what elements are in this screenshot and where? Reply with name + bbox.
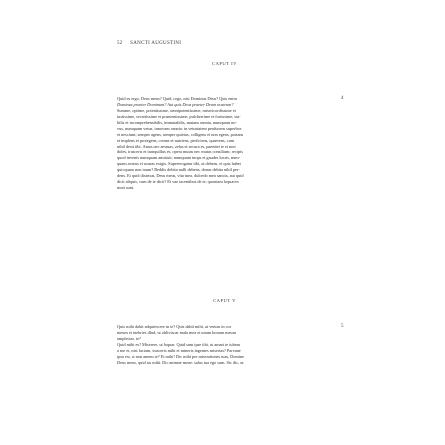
text-line: amplectar, te? <box>117 335 141 341</box>
text-line: ipsa est, si non amem te? Ei mihi! Dic mihi per miserationes tuas, Domine <box>117 353 244 359</box>
text-line: meum et inebries illud, ut obliviscar mala mea et unum bonum meum <box>117 329 236 335</box>
text-line: doles, irasceris et tranquillus es, opera mutas nec mutas consilium; recipis <box>117 149 243 155</box>
text-line: bilis et incomprehensibilis, immutabilis, mutans omnia, numquam no- <box>117 119 237 125</box>
text-line: nihil desit tibi. Amas nec aestuas, zelas et secura es, paenitet te et non <box>117 143 236 149</box>
chapter-title-iv: CAPUT IV <box>212 61 237 66</box>
text-line: Quid mihi es? Miserere, ut loquar. Quid sum ipse tibi, ut amari te iubeas <box>117 341 241 347</box>
running-head-title: SANCTI AUGUSTINI <box>130 41 182 46</box>
text-line: quam avarus et usuras exigis. Supererogatur tibi, ut debeas, et quis habet <box>117 161 241 167</box>
page-number: 52 <box>117 41 123 46</box>
text-line: dicit aliquis, cum de te dicit? Et vae tacentibus de te, quoniam loquaces <box>117 179 239 185</box>
text-line: quicquam non tuum? Reddis debita nulli debens, donas debita nihil per- <box>117 167 240 173</box>
section-number: 4 <box>341 96 344 101</box>
chapter-title-v: CAPUT V <box>213 298 236 303</box>
text-line: iustissime, secretissime et praesentissime, pulcherrime et fortissime, sta- <box>117 113 241 119</box>
text-line: Quid es ergo, Deus meus? Quid, rogo, nisi Dominus Deus? Quis enim <box>117 96 237 101</box>
text-line: a me et, nisi faciam, irasceris mihi et mineris ingentes miserias? Parvane <box>117 347 241 353</box>
text-line: muti sunt. <box>117 185 135 191</box>
text-line: Dominus praeter Dominum? Aut quis Deus praeter Deum nostrum? <box>117 101 234 107</box>
text-line: vus, numquam vetus, innovans omnia: in vetustatem perducens superbos <box>117 125 242 131</box>
text-line: Deus meus, quid sis mihi. Dic animae meae: salus tua ego sum. Sic dic, ut <box>117 359 244 365</box>
text-line: quod invenis numquam amisisti; numquam inops et gaudes lucris, num- <box>117 155 240 161</box>
chapter-v-text <box>117 324 344 366</box>
text-line: et nesciunt; semper agens, semper quietus, colligens et non egens, portans <box>117 131 244 137</box>
text-line: Summe, optime, potentissime, omnipotentissime, misericordissime et <box>117 107 236 113</box>
text-line: et implens et protegens, creans et nutriens, perficiens, quaerens, cum <box>117 137 235 143</box>
text-line: dens. Et quid diximus, Deus meus, vita mea, dulcedo mea sancta, aut quid <box>117 173 244 179</box>
text-line: Quis mihi dabit adquiescere in te? Quis dabit mihi, ut venias in cor <box>117 324 232 329</box>
section-number: 5 <box>341 324 344 329</box>
running-head <box>117 41 181 46</box>
chapter-iv-text <box>117 96 344 191</box>
